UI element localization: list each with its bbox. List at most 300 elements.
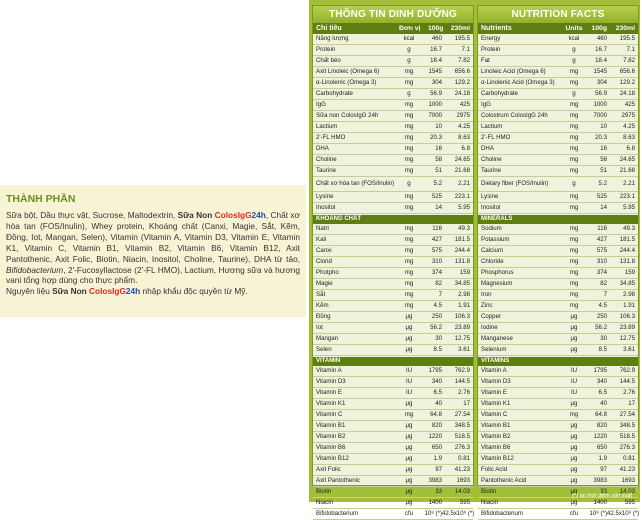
nutrient-row (478, 111, 638, 122)
nutrient-row (313, 454, 473, 465)
nutrient-unit: mg (569, 167, 579, 174)
nutrient-row (313, 34, 473, 45)
value-per-100g: 7 (603, 291, 607, 298)
nutrient-name: Vitamin B2 (316, 433, 346, 440)
nutrient-name: Sodium (481, 225, 502, 232)
value-per-100g: 6.5 (598, 389, 607, 396)
en-header-unit: Units (565, 25, 583, 32)
value-per-230ml: 2.76 (623, 389, 635, 396)
nutrient-unit: mg (569, 204, 579, 211)
nutrient-unit: mg (569, 156, 579, 163)
nutrient-row (478, 166, 638, 177)
nutrient-unit: mg (569, 123, 579, 130)
value-per-230ml: 24.18 (454, 90, 470, 97)
nutrient-unit: mg (569, 280, 579, 287)
nutrient-name: Colostrum ColosIgG 24h (481, 112, 548, 119)
nutrient-row (478, 410, 638, 421)
nutrient-unit: μg (405, 313, 413, 320)
nutrient-unit: mg (569, 291, 579, 298)
value-per-230ml: 2.21 (623, 180, 635, 187)
nutrient-row (313, 133, 473, 144)
nutrient-row (313, 377, 473, 388)
nutrient-unit: mg (569, 145, 579, 152)
vi-table-header (313, 24, 473, 34)
nutrient-unit: mg (569, 68, 579, 75)
nutrient-name: Copper (481, 313, 501, 320)
value-per-230ml: 131.8 (619, 258, 635, 265)
value-per-230ml: 42.5x10⁶ (*) (607, 510, 640, 517)
nutrient-name: Sắt (316, 291, 326, 298)
nutrient-name: Vitamin K1 (481, 400, 511, 407)
nutrient-name: Vitamin E (316, 389, 342, 396)
nutrient-name: IgG (481, 101, 491, 108)
nutrient-row (478, 498, 638, 509)
ingredients-panel (0, 185, 306, 317)
nutrient-name: α-Linolenic Acid (Omega 3) (481, 79, 555, 86)
value-per-100g: 30 (435, 335, 442, 342)
value-per-100g: 56.2 (595, 324, 607, 331)
nutrient-unit: mg (569, 134, 579, 141)
nutrient-row (313, 100, 473, 111)
nutrient-unit: μg (405, 324, 413, 331)
value-per-230ml: 7.1 (461, 46, 470, 53)
nutrient-unit: μg (405, 499, 413, 506)
value-per-100g: 40 (435, 400, 442, 407)
nutrient-row (313, 224, 473, 235)
origin-text-a: Nguyên liệu (6, 286, 53, 297)
nutrient-row (313, 476, 473, 487)
value-per-100g: 1220 (428, 433, 442, 440)
nutrient-unit: mg (404, 258, 414, 265)
nutrient-name: Vitamin K1 (316, 400, 346, 407)
nutrient-name: Niacin (316, 499, 333, 506)
value-per-230ml: 24.65 (619, 156, 635, 163)
nutrient-name: Iron (481, 291, 492, 298)
value-per-230ml: 1693 (456, 477, 470, 484)
nutrient-unit: μg (570, 400, 578, 407)
value-per-230ml: 244.4 (619, 247, 635, 254)
nutrient-unit: IU (570, 389, 578, 396)
value-per-100g: 304 (596, 79, 607, 86)
value-per-230ml: 27.54 (619, 411, 635, 418)
nutrient-name: Niacin (481, 499, 498, 506)
value-per-230ml: 159 (624, 269, 635, 276)
vi-section-vitamins: VITAMIN (313, 357, 473, 366)
nutrient-name: Natri (316, 225, 329, 232)
nutrient-name: Vitamin B1 (316, 422, 346, 429)
value-per-100g: 18.4 (430, 57, 442, 64)
value-per-100g: 7000 (593, 112, 607, 119)
value-per-100g: 16.7 (595, 46, 607, 53)
nutrient-name: Bifidobacterium (316, 510, 358, 517)
nutrient-name: Carbohydrate (316, 90, 353, 97)
nutrient-name: Axit Pantothenic (316, 477, 361, 484)
nutrition-board (309, 0, 640, 517)
nutrient-unit: μg (570, 335, 578, 342)
nutrient-row (313, 498, 473, 509)
value-per-100g: 82 (600, 280, 607, 287)
value-per-230ml: 27.54 (454, 411, 470, 418)
nutrient-name: Đồng (316, 313, 331, 320)
nutrient-name: Clorid (316, 258, 332, 265)
value-per-230ml: 195.5 (454, 35, 470, 42)
nutrient-row (313, 235, 473, 246)
value-per-230ml: 425 (459, 101, 470, 108)
nutrient-row (313, 509, 473, 520)
ingredients-title: THÀNH PHẦN (6, 193, 76, 205)
nutrient-row (478, 290, 638, 301)
value-per-100g: 33 (600, 488, 607, 495)
value-per-230ml: 2.98 (458, 291, 470, 298)
value-per-100g: 310 (596, 258, 607, 265)
value-per-100g: 1000 (428, 101, 442, 108)
nutrient-name: Zinc (481, 302, 493, 309)
value-per-100g: 58 (600, 156, 607, 163)
nutrient-unit: mg (569, 411, 579, 418)
value-per-100g: 20.3 (595, 134, 607, 141)
nutrient-row (313, 111, 473, 122)
nutrient-unit: kcal (403, 35, 415, 42)
vi-header-name: Chỉ tiêu (316, 25, 342, 32)
value-per-230ml: 41.23 (619, 466, 635, 473)
nutrient-unit: μg (405, 433, 413, 440)
value-per-230ml: 21.68 (454, 167, 470, 174)
value-per-100g: 14 (600, 204, 607, 211)
value-per-230ml: 7.1 (626, 46, 635, 53)
value-per-230ml: 223.1 (619, 193, 635, 200)
nutrient-row (478, 509, 638, 520)
nutrient-row (313, 301, 473, 312)
brand-24h: 24h (251, 210, 266, 220)
nutrient-name: Vitamin B1 (481, 422, 511, 429)
nutrient-name: Linoleic Acid (Omega 6) (481, 68, 546, 75)
nutrient-name: Iot (316, 324, 323, 331)
value-per-100g: 820 (596, 422, 607, 429)
nutrient-row (313, 155, 473, 166)
nutrient-name: Vitamin B12 (481, 455, 514, 462)
value-per-100g: 525 (596, 193, 607, 200)
nutrient-unit: mg (569, 79, 579, 86)
value-per-100g: 1400 (428, 499, 442, 506)
nutrient-unit: mg (404, 411, 414, 418)
nutrient-name: Lysine (316, 193, 334, 200)
nutrient-unit: kcal (568, 35, 580, 42)
nutrient-unit: μg (405, 455, 413, 462)
value-per-100g: 51 (600, 167, 607, 174)
nutrient-name: Calcium (481, 247, 504, 254)
value-per-100g: 1795 (593, 367, 607, 374)
value-per-230ml: 131.8 (454, 258, 470, 265)
vi-mineral-rows (313, 224, 473, 356)
value-per-230ml: 2975 (456, 112, 470, 119)
value-per-230ml: 7.82 (623, 57, 635, 64)
nutrient-row (313, 268, 473, 279)
nutrient-unit: mg (569, 236, 579, 243)
nutrient-name: Vitamin D3 (316, 378, 346, 385)
vietnamese-nutrition-table (312, 5, 475, 517)
value-per-230ml: 518.5 (619, 433, 635, 440)
value-per-230ml: 181.5 (454, 236, 470, 243)
en-header-230ml: 230ml (615, 25, 635, 32)
nutrient-name: Lactium (481, 123, 503, 130)
value-per-230ml: 12.75 (454, 335, 470, 342)
value-per-230ml: 4.25 (458, 123, 470, 130)
value-per-230ml: 1.91 (623, 302, 635, 309)
value-per-230ml: 49.3 (458, 225, 470, 232)
nutrient-unit: g (407, 90, 411, 97)
nutrient-row (478, 235, 638, 246)
nutrient-unit: μg (570, 455, 578, 462)
nutrient-row (478, 476, 638, 487)
nutrient-row (478, 366, 638, 377)
nutrient-row (313, 257, 473, 268)
value-per-230ml: 106.3 (454, 313, 470, 320)
value-per-100g: 16 (600, 145, 607, 152)
nutrient-row (313, 45, 473, 56)
value-per-230ml: 595 (624, 499, 635, 506)
value-per-100g: 3983 (593, 477, 607, 484)
nutrient-name: Kẽm (316, 302, 329, 309)
value-per-100g: 8.5 (433, 346, 442, 353)
nutrient-row (313, 334, 473, 345)
nutrient-unit: g (407, 46, 411, 53)
value-per-100g: 1000 (593, 101, 607, 108)
value-per-230ml: 3.61 (623, 346, 635, 353)
nutrient-name: Biotin (481, 488, 497, 495)
nutrient-name: Selenium (481, 346, 507, 353)
en-table-header (478, 24, 638, 34)
nutrient-name: Iodine (481, 324, 498, 331)
vi-header-unit: Đơn vị (399, 25, 421, 32)
nutrient-row (313, 421, 473, 432)
nutrient-name: Inositol (481, 204, 501, 211)
nutrient-unit: IU (405, 367, 413, 374)
vi-table-title: THÔNG TIN DINH DƯỠNG (313, 6, 473, 24)
nutrient-unit: mg (404, 156, 414, 163)
nutrient-row (313, 366, 473, 377)
nutrient-name: Inositol (316, 204, 336, 211)
nutrient-row (313, 279, 473, 290)
value-per-230ml: 2.76 (458, 389, 470, 396)
value-per-100g: 650 (596, 444, 607, 451)
nutrient-unit: mg (404, 291, 414, 298)
nutrient-row (313, 290, 473, 301)
nutrient-row (478, 345, 638, 356)
value-per-100g: 58 (435, 156, 442, 163)
value-per-100g: 97 (435, 466, 442, 473)
value-per-100g: 250 (596, 313, 607, 320)
value-per-100g: 460 (596, 35, 607, 42)
nutrient-row (478, 443, 638, 454)
nutrient-unit: mg (404, 145, 414, 152)
origin-brand-24h: 24h (125, 286, 141, 297)
nutrient-unit: μg (405, 346, 413, 353)
nutrient-unit: mg (404, 247, 414, 254)
ingredients-text-b: , Chất xơ hòa tan (FOS/Inulin), Whey protein, Khoáng chất (Canxi, Magie, Sắt, Kẽm, Đồng, Iot, Mangan, Selen), Vitamin (Vitamin A, Vitamin D3, Vitamin E, Vitamin K1, Vitamin C, Vitamin B1, Vitamin B2, Vitamin B6, Vitamin B12, Axit Pantothenic, Axit Folic, Biotin, Niacin, Inositol, Choline, Taurine), DHA từ tảo, (6, 210, 300, 264)
value-per-230ml: 425 (624, 101, 635, 108)
nutrient-name: Phosphorus (481, 269, 514, 276)
nutrient-name: Mangan (316, 335, 339, 342)
nutrient-row (313, 67, 473, 78)
value-per-230ml: 49.3 (623, 225, 635, 232)
value-per-100g: 1220 (593, 433, 607, 440)
nutrient-name: Axit Linoleic (Omega 6) (316, 68, 380, 75)
nutrient-unit: μg (405, 488, 413, 495)
nutrient-unit: IU (405, 378, 413, 385)
nutrient-unit: mg (569, 269, 579, 276)
value-per-100g: 340 (596, 378, 607, 385)
nutrient-name: Taurine (316, 167, 336, 174)
value-per-230ml: 656.6 (619, 68, 635, 75)
production-footnote: (*) tại thời điểm sản xuất (572, 493, 632, 499)
nutrient-row (478, 454, 638, 465)
nutrient-unit: g (572, 180, 576, 187)
nutrient-name: DHA (481, 145, 494, 152)
nutrient-unit: mg (404, 302, 414, 309)
en-section-minerals: MINERALS (478, 215, 638, 224)
value-per-100g: 14 (435, 204, 442, 211)
nutrient-unit: cfu (404, 510, 414, 517)
nutrient-name: Chất xơ hòa tan (FOS/Inulin) (316, 180, 395, 187)
value-per-100g: 116 (432, 225, 442, 232)
nutrient-name: Manganese (481, 335, 513, 342)
nutrient-row (313, 246, 473, 257)
nutrient-name: Vitamin B6 (316, 444, 346, 451)
value-per-230ml: 348.5 (619, 422, 635, 429)
nutrient-row (478, 377, 638, 388)
nutrient-name: Vitamin A (316, 367, 342, 374)
nutrient-unit: IU (570, 378, 578, 385)
value-per-100g: 1795 (428, 367, 442, 374)
value-per-100g: 820 (431, 422, 442, 429)
nutrient-name: Potassium (481, 236, 510, 243)
nutrient-row (478, 312, 638, 323)
nutrient-row (478, 301, 638, 312)
vi-vitamin-rows (313, 366, 473, 520)
nutrient-unit: mg (404, 68, 414, 75)
nutrient-row (478, 89, 638, 100)
value-per-230ml: 17 (628, 400, 635, 407)
nutrient-name: Dietary fiber (FOS/Inulin) (481, 180, 549, 187)
nutrient-name: Selen (316, 346, 332, 353)
nutrient-name: Fat (481, 57, 490, 64)
nutrient-row (313, 443, 473, 454)
value-per-230ml: 129.2 (454, 79, 470, 86)
value-per-230ml: 21.68 (619, 167, 635, 174)
value-per-230ml: 2975 (621, 112, 635, 119)
nutrient-unit: μg (405, 335, 413, 342)
nutrient-name: α-Linolenic (Omega 3) (316, 79, 377, 86)
nutrient-unit: mg (404, 112, 414, 119)
nutrient-unit: mg (404, 167, 414, 174)
value-per-230ml: 518.5 (454, 433, 470, 440)
nutrient-row (313, 345, 473, 356)
nutrient-row (313, 56, 473, 67)
nutrient-unit: μg (405, 400, 413, 407)
nutrient-name: Chất béo (316, 57, 341, 64)
value-per-100g: 16.7 (430, 46, 442, 53)
nutrient-unit: g (407, 57, 411, 64)
nutrient-row (313, 388, 473, 399)
nutrient-unit: mg (569, 112, 579, 119)
value-per-230ml: 41.23 (454, 466, 470, 473)
brand-colosigg: ColosIgG (214, 210, 252, 220)
value-per-100g: 30 (600, 335, 607, 342)
nutrient-unit: μg (570, 499, 578, 506)
value-per-230ml: 144.5 (619, 378, 635, 385)
nutrient-name: IgG (316, 101, 326, 108)
nutrient-unit: μg (570, 488, 578, 495)
en-basic-rows (478, 34, 638, 214)
nutrient-unit: g (572, 57, 576, 64)
value-per-230ml: 762.9 (454, 367, 470, 374)
value-per-100g: 40 (600, 400, 607, 407)
value-per-230ml: 24.65 (454, 156, 470, 163)
value-per-100g: 374 (431, 269, 442, 276)
nutrient-unit: mg (569, 247, 579, 254)
ingredients-origin (6, 286, 300, 297)
value-per-230ml: 6.8 (626, 145, 635, 152)
value-per-230ml: 223.1 (454, 193, 470, 200)
nutrient-unit: mg (569, 101, 579, 108)
value-per-230ml: 276.3 (454, 444, 470, 451)
value-per-230ml: 0.81 (623, 455, 635, 462)
nutrient-name: Pantothenic Acid (481, 477, 527, 484)
nutrient-unit: mg (404, 204, 414, 211)
value-per-230ml: 195.5 (619, 35, 635, 42)
value-per-230ml: 17 (463, 400, 470, 407)
nutrient-unit: g (572, 46, 576, 53)
nutrient-name: Vitamin D3 (481, 378, 511, 385)
nutrient-unit: μg (570, 444, 578, 451)
value-per-230ml: 159 (459, 269, 470, 276)
nutrient-name: Axit Folic (316, 466, 341, 473)
nutrient-name: Canxi (316, 247, 332, 254)
value-per-100g: 97 (600, 466, 607, 473)
nutrient-row (478, 177, 638, 192)
nutrient-unit: μg (570, 433, 578, 440)
value-per-100g: 8.5 (598, 346, 607, 353)
value-per-100g: 340 (431, 378, 442, 385)
value-per-100g: 10⁸ (*) (424, 510, 442, 517)
nutrient-unit: μg (405, 444, 413, 451)
value-per-100g: 82 (435, 280, 442, 287)
en-mineral-rows (478, 224, 638, 356)
nutrient-unit: μg (570, 313, 578, 320)
nutrient-row (478, 334, 638, 345)
nutrient-name: Kali (316, 236, 327, 243)
value-per-100g: 56.9 (430, 90, 442, 97)
nutrient-unit: mg (404, 269, 414, 276)
value-per-230ml: 12.75 (619, 335, 635, 342)
value-per-230ml: 2.98 (623, 291, 635, 298)
origin-brand-colosigg: ColosIgG (89, 286, 126, 297)
value-per-230ml: 3.61 (458, 346, 470, 353)
vi-header-230ml: 230ml (450, 25, 470, 32)
nutrient-name: Chloride (481, 258, 504, 265)
en-section-vitamins: VITAMINS (478, 357, 638, 366)
value-per-230ml: 42.5x10⁶ (*) (442, 510, 475, 517)
nutrient-unit: mg (404, 79, 414, 86)
nutrient-row (478, 100, 638, 111)
nutrient-row (478, 122, 638, 133)
nutrient-row (313, 122, 473, 133)
value-per-230ml: 34.85 (619, 280, 635, 287)
value-per-230ml: 5.95 (623, 204, 635, 211)
value-per-100g: 1400 (593, 499, 607, 506)
nutrient-unit: mg (569, 302, 579, 309)
value-per-100g: 575 (596, 247, 607, 254)
